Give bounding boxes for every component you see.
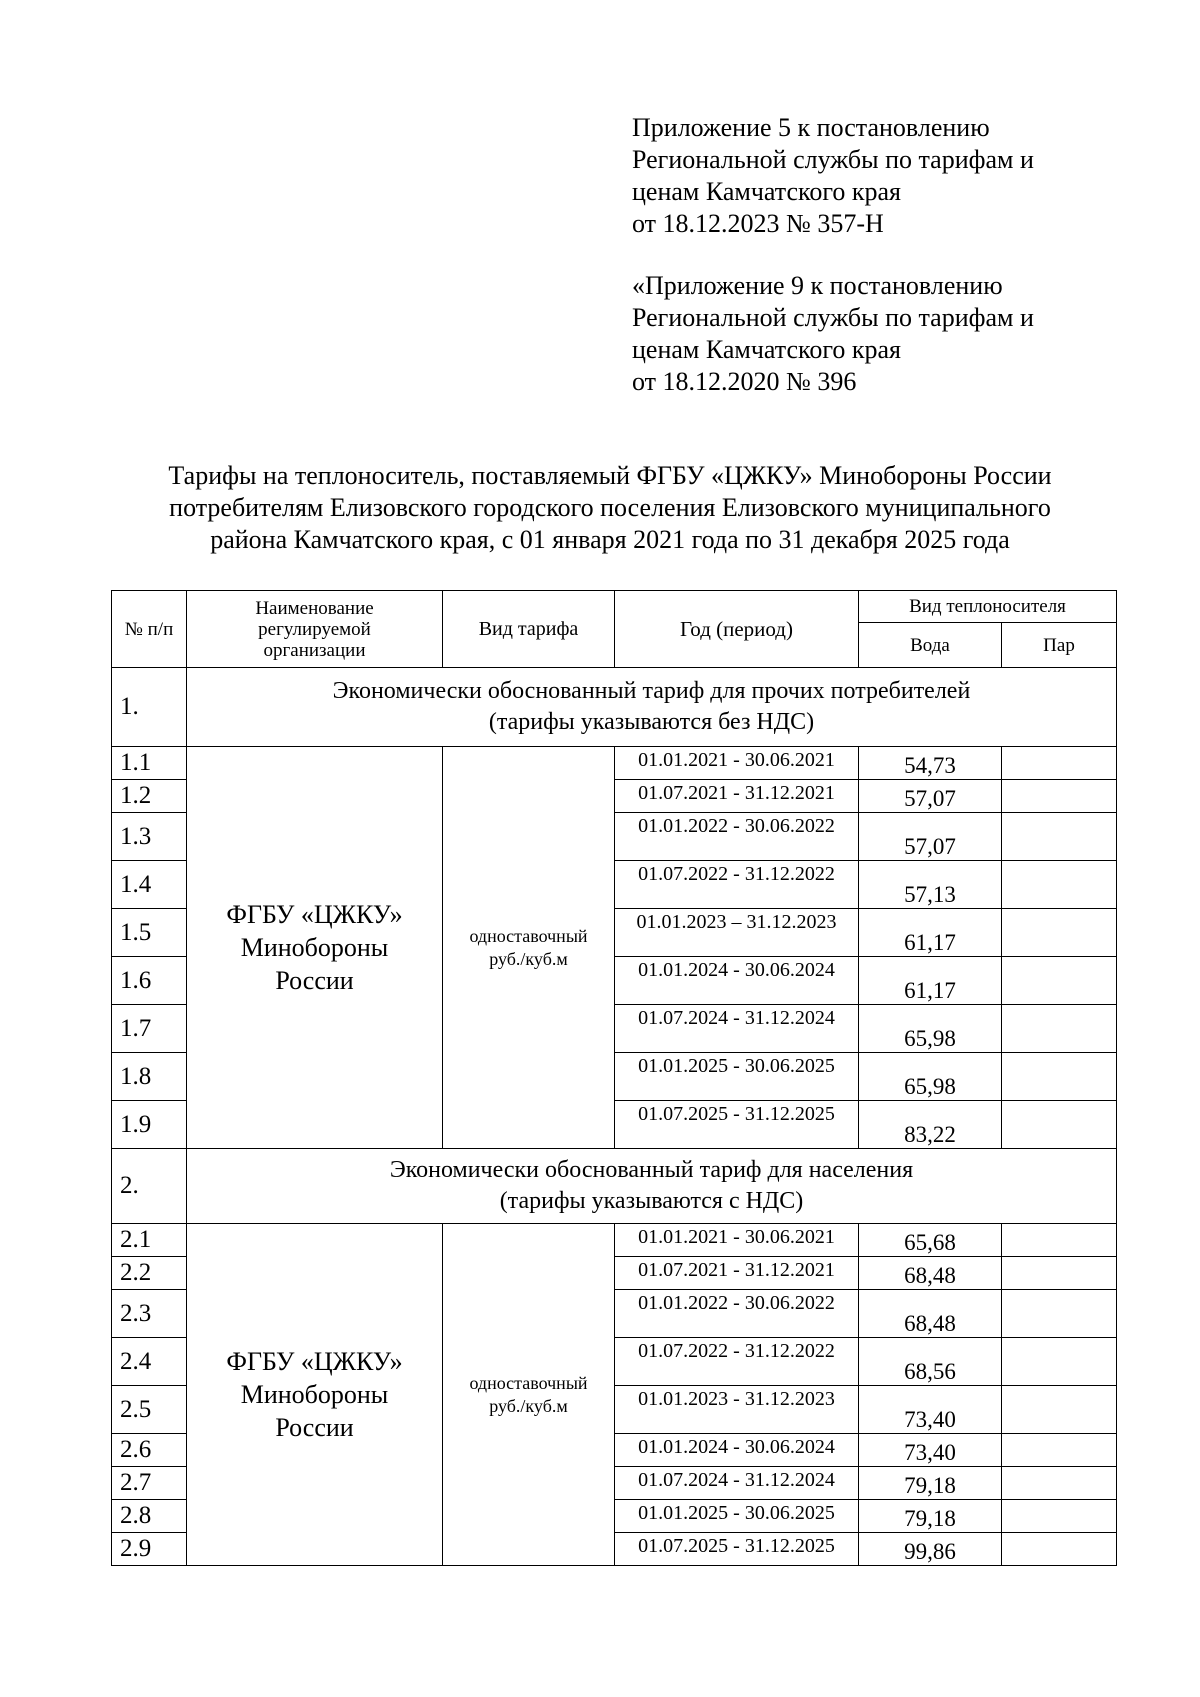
row-num: 1.2 — [112, 780, 187, 813]
water-value: 73,40 — [859, 1386, 1002, 1434]
steam-value — [1002, 813, 1117, 861]
tariff-type: одноставочный руб./куб.м — [443, 1224, 615, 1566]
water-value: 54,73 — [859, 747, 1002, 780]
title-line: потребителям Елизовского городского поселения Елизовского муниципального — [169, 493, 1051, 522]
organization-name: ФГБУ «ЦЖКУ» Минобороны России — [187, 1224, 443, 1566]
row-num: 1.5 — [112, 909, 187, 957]
header-water: Вода — [859, 623, 1002, 668]
water-value: 65,98 — [859, 1053, 1002, 1101]
title-line: Тарифы на теплоноситель, поставляемый ФГБУ «ЦЖКУ» Минобороны России — [168, 461, 1052, 490]
row-num: 2.1 — [112, 1224, 187, 1257]
document-title — [110, 460, 1110, 556]
period-cell: 01.01.2024 - 30.06.2024 — [615, 957, 859, 1005]
period-cell: 01.07.2022 - 31.12.2022 — [615, 861, 859, 909]
row-num: 2.4 — [112, 1338, 187, 1386]
header-carrier: Вид теплоносителя — [859, 591, 1117, 623]
water-value: 68,48 — [859, 1290, 1002, 1338]
tariff-type: одноставочный руб./куб.м — [443, 747, 615, 1149]
water-value: 65,68 — [859, 1224, 1002, 1257]
water-value: 73,40 — [859, 1434, 1002, 1467]
period-cell: 01.07.2021 - 31.12.2021 — [615, 1257, 859, 1290]
water-value: 57,07 — [859, 780, 1002, 813]
water-value: 99,86 — [859, 1533, 1002, 1566]
appendix-line: Региональной службы по тарифам и — [632, 303, 1034, 332]
steam-value — [1002, 1290, 1117, 1338]
period-cell: 01.07.2024 - 31.12.2024 — [615, 1467, 859, 1500]
period-cell: 01.01.2023 – 31.12.2023 — [615, 909, 859, 957]
water-value: 61,17 — [859, 957, 1002, 1005]
appendix-line: от 18.12.2023 № 357-Н — [632, 209, 884, 238]
period-cell: 01.07.2022 - 31.12.2022 — [615, 1338, 859, 1386]
period-cell: 01.01.2021 - 30.06.2021 — [615, 747, 859, 780]
section-title-line: (тарифы указываются с НДС) — [499, 1188, 804, 1214]
tariff-table — [111, 590, 1117, 1566]
steam-value — [1002, 1500, 1117, 1533]
steam-value — [1002, 1257, 1117, 1290]
row-num: 1.3 — [112, 813, 187, 861]
row-num: 1.6 — [112, 957, 187, 1005]
water-value: 57,07 — [859, 813, 1002, 861]
section-num: 1. — [112, 668, 187, 747]
appendix-line: от 18.12.2020 № 396 — [632, 367, 857, 396]
steam-value — [1002, 1224, 1117, 1257]
steam-value — [1002, 1434, 1117, 1467]
header-period: Год (период) — [615, 591, 859, 668]
section-title — [187, 1149, 1117, 1224]
row-num: 2.6 — [112, 1434, 187, 1467]
row-num: 2.3 — [112, 1290, 187, 1338]
water-value: 79,18 — [859, 1467, 1002, 1500]
row-num: 1.8 — [112, 1053, 187, 1101]
water-value: 68,56 — [859, 1338, 1002, 1386]
period-cell: 01.07.2025 - 31.12.2025 — [615, 1533, 859, 1566]
header-steam: Пар — [1002, 623, 1117, 668]
row-num: 2.7 — [112, 1467, 187, 1500]
section-title — [187, 668, 1117, 747]
title-line: района Камчатского края, с 01 января 2021 года по 31 декабря 2025 года — [210, 525, 1010, 554]
appendix-line: «Приложение 9 к постановлению — [632, 271, 1003, 300]
period-cell: 01.01.2025 - 30.06.2025 — [615, 1053, 859, 1101]
steam-value — [1002, 1101, 1117, 1149]
period-cell: 01.01.2022 - 30.06.2022 — [615, 1290, 859, 1338]
organization-name: ФГБУ «ЦЖКУ» Минобороны России — [187, 747, 443, 1149]
header-org: Наименование регулируемой организации — [187, 591, 443, 668]
steam-value — [1002, 1338, 1117, 1386]
row-num: 1.9 — [112, 1101, 187, 1149]
period-cell: 01.07.2024 - 31.12.2024 — [615, 1005, 859, 1053]
period-cell: 01.01.2025 - 30.06.2025 — [615, 1500, 859, 1533]
appendix-header — [632, 112, 1152, 398]
appendix-line: ценам Камчатского края — [632, 177, 901, 206]
section-title-line: (тарифы указываются без НДС) — [488, 709, 815, 735]
water-value: 83,22 — [859, 1101, 1002, 1149]
row-num: 1.7 — [112, 1005, 187, 1053]
row-num: 2.2 — [112, 1257, 187, 1290]
row-num: 1.1 — [112, 747, 187, 780]
steam-value — [1002, 747, 1117, 780]
row-num: 2.8 — [112, 1500, 187, 1533]
steam-value — [1002, 1053, 1117, 1101]
section-num: 2. — [112, 1149, 187, 1224]
steam-value — [1002, 780, 1117, 813]
steam-value — [1002, 909, 1117, 957]
steam-value — [1002, 957, 1117, 1005]
section-title-line: Экономически обоснованный тариф для населения — [389, 1157, 914, 1183]
row-num: 1.4 — [112, 861, 187, 909]
water-value: 68,48 — [859, 1257, 1002, 1290]
row-num: 2.9 — [112, 1533, 187, 1566]
row-num: 2.5 — [112, 1386, 187, 1434]
period-cell: 01.01.2023 - 31.12.2023 — [615, 1386, 859, 1434]
water-value: 65,98 — [859, 1005, 1002, 1053]
water-value: 79,18 — [859, 1500, 1002, 1533]
water-value: 57,13 — [859, 861, 1002, 909]
appendix-line: Приложение 5 к постановлению — [632, 113, 990, 142]
table-row — [112, 747, 1117, 780]
steam-value — [1002, 1467, 1117, 1500]
section-title-line: Экономически обоснованный тариф для прочих потребителей — [332, 678, 971, 704]
steam-value — [1002, 861, 1117, 909]
period-cell: 01.01.2024 - 30.06.2024 — [615, 1434, 859, 1467]
header-tariff-type: Вид тарифа — [443, 591, 615, 668]
header-num: № п/п — [112, 591, 187, 668]
table-row — [112, 1224, 1117, 1257]
water-value: 61,17 — [859, 909, 1002, 957]
steam-value — [1002, 1533, 1117, 1566]
period-cell: 01.01.2021 - 30.06.2021 — [615, 1224, 859, 1257]
appendix-line: ценам Камчатского края — [632, 335, 901, 364]
period-cell: 01.07.2025 - 31.12.2025 — [615, 1101, 859, 1149]
period-cell: 01.07.2021 - 31.12.2021 — [615, 780, 859, 813]
steam-value — [1002, 1386, 1117, 1434]
steam-value — [1002, 1005, 1117, 1053]
appendix-line: Региональной службы по тарифам и — [632, 145, 1034, 174]
period-cell: 01.01.2022 - 30.06.2022 — [615, 813, 859, 861]
